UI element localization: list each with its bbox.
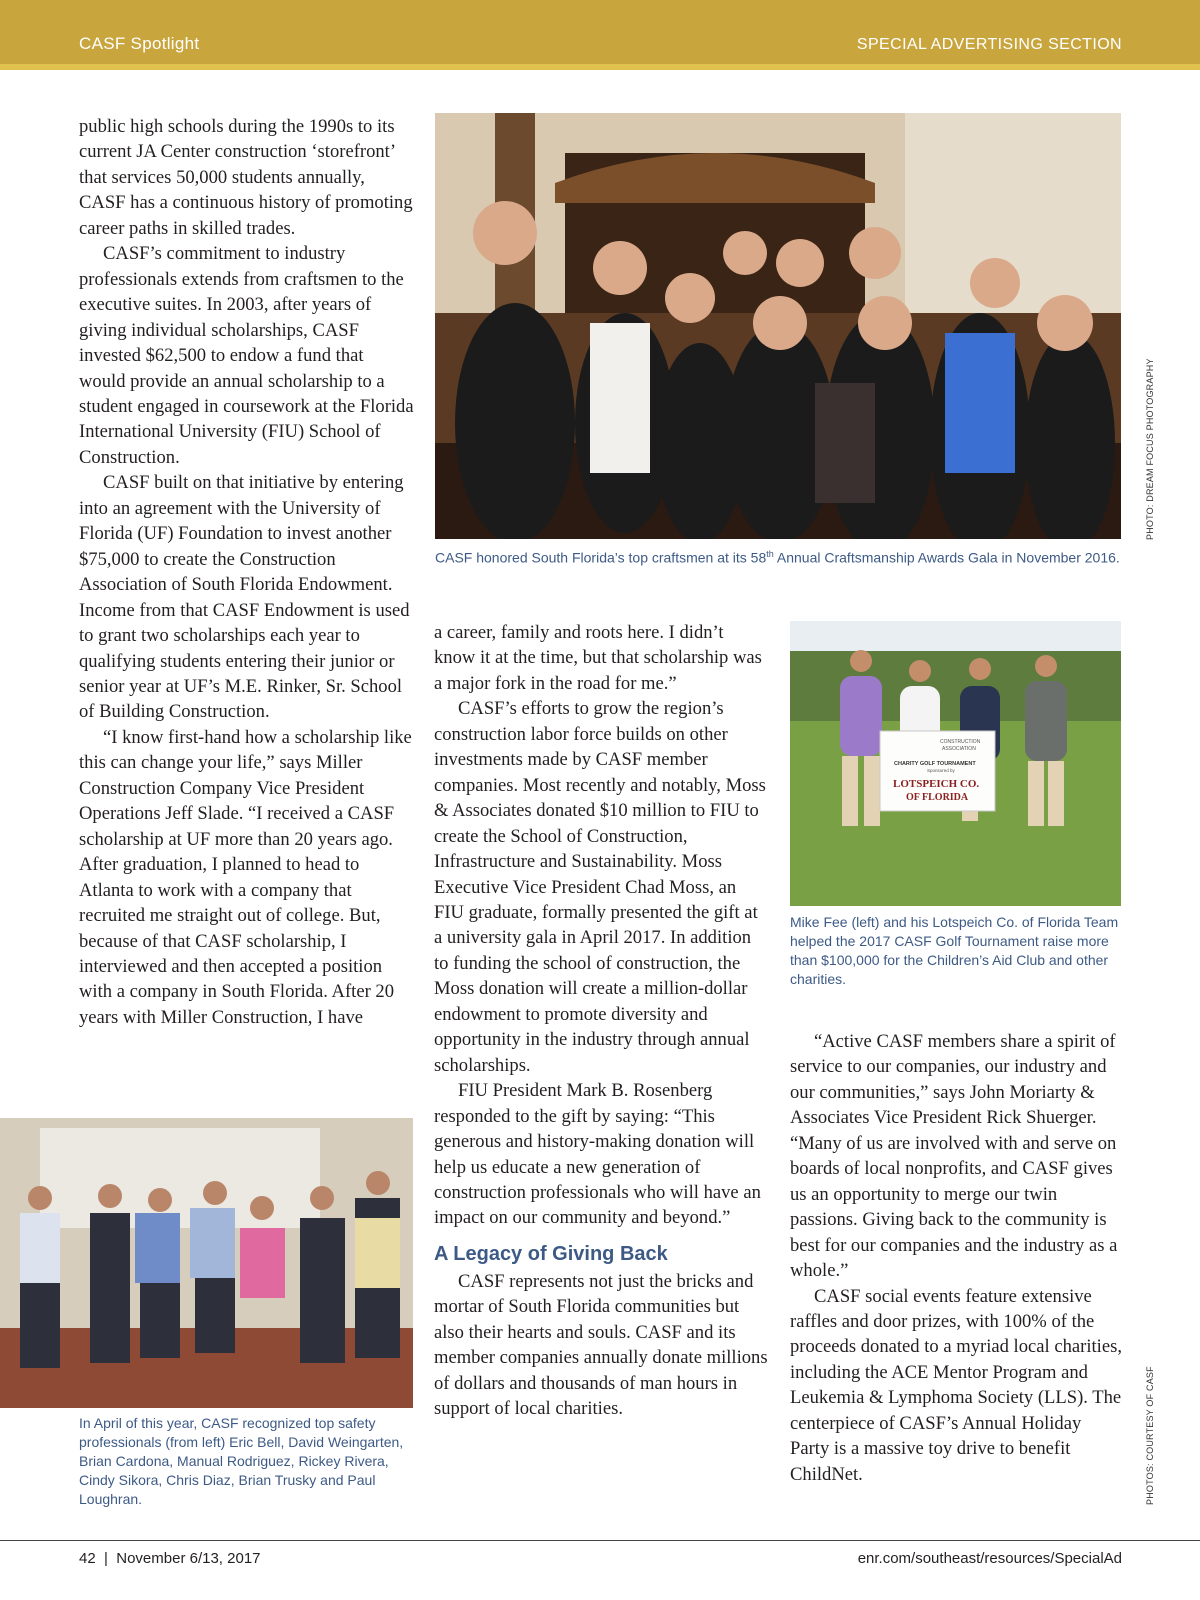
paragraph: CASF’s efforts to grow the region’s construction labor force builds on other investments made by CASF member companies. Most recently and notably, Moss & Associates donated $10 million to FIU to create the School of Construction, Infrastructure and Sustainability. Moss Executive Vice President Chad Moss, an FIU graduate, formally presented the gift at a university gala in April 2017. In addition to funding the school of construction, the Moss donation will create a million-dollar endowment to promote diversity and opportunity in the industry through annual scholarships. xyxy=(434,698,766,1076)
paragraph: a career, family and roots here. I didn’t know it at the time, but that scholarship was a major fork in the road for me.” xyxy=(434,622,762,694)
paragraph: CASF’s commitment to industry professionals extends from craftsmen to the executive suites. In 2003, after years of giving individual scholarships, CASF invested $62,500 to endow a fund that would provide an annual scholarship to a student engaged in coursework at the Florida International University (FIU) School of Construction. xyxy=(79,243,414,468)
article-column-2 xyxy=(434,620,769,1422)
article-column-3 xyxy=(790,1029,1125,1487)
golf-sign-text: CONSTRUCTION xyxy=(940,739,981,745)
footer-url[interactable]: enr.com/southeast/resources/SpecialAd xyxy=(857,1550,1122,1567)
page-number-date: 42 | November 6/13, 2017 xyxy=(79,1550,261,1567)
golf-sign-text: OF FLORIDA xyxy=(906,792,969,803)
article-column-1 xyxy=(79,114,414,1030)
golf-photo-caption: Mike Fee (left) and his Lotspeich Co. of Florida Team helped the 2017 CASF Golf Tournament raise more than $100,000 for the Children’s Aid Club and other charities. xyxy=(790,914,1119,987)
paragraph: public high schools during the 1990s to its current JA Center construction ‘storefront’ that services 50,000 students annually, CASF has a continuous history of promoting career paths in skilled trades. xyxy=(79,116,413,239)
paragraph: CASF built on that initiative by entering into an agreement with the University of Florida (UF) Foundation to invest another $75,000 to create the Construction Association of South Florida Endowment. Income from that CASF Endowment is used to grant two scholarships each year to qualifying students entering their junior or senior year at UF’s M.E. Rinker, Sr. School of Building Construction. xyxy=(79,472,410,723)
header-stripe xyxy=(0,64,1200,70)
golf-sign-text: CHARITY GOLF TOURNAMENT xyxy=(894,761,976,767)
paragraph: “I know first-hand how a scholarship like this can change your life,” says Miller Construction Company Vice President Operations Jeff Slade. “I received a CASF scholarship at UF more than 20 years ago. After graduation, I planned to head to Atlanta to work with a company that recruited me straight out of college. But, because of that CASF scholarship, I interviewed and then accepted a position with a company in South Florida. After 20 years with Miller Construction, I have xyxy=(79,726,412,1028)
safety-photo-credit: PHOTOS: COURTESY OF CASF xyxy=(1145,1366,1155,1505)
paragraph: CASF represents not just the bricks and mortar of South Florida communities but also their hearts and souls. CASF and its member companies annually donate millions of dollars and thousands of man hours in support of local charities. xyxy=(434,1270,768,1420)
golf-sign-text: ASSOCIATION xyxy=(942,746,976,752)
safety-photo xyxy=(0,1118,413,1408)
golf-sign-text: Sponsored by xyxy=(927,768,955,773)
safety-photo-caption: In April of this year, CASF recognized top safety professionals (from left) Eric Bell, David Weingarten, Brian Cardona, Manual Rodriguez, Rickey Rivera, Cindy Sikora, Chris Diaz, Brian Trusky and Paul Loughran. xyxy=(79,1415,404,1507)
golf-sign-text: LOTSPEICH CO. xyxy=(893,778,980,790)
paragraph: “Active CASF members share a spirit of service to our companies, our industry and our communities,” says John Moriarty & Associates Vice President Rick Shuerger. “Many of us are involved with and serve on boards of local nonprofits, and CASF gives us an opportunity to merge our twin passions. Giving back to the community is best for our companies and the industry as a whole.” xyxy=(790,1031,1118,1282)
header-bar xyxy=(0,0,1200,64)
golf-photo xyxy=(790,621,1121,906)
gala-photo-credit: PHOTO: DREAM FOCUS PHOTOGRAPHY xyxy=(1145,358,1155,540)
advertising-label: SPECIAL ADVERTISING SECTION xyxy=(856,36,1122,53)
section-subhead: A Legacy of Giving Back xyxy=(434,1242,668,1265)
paragraph: FIU President Mark B. Rosenberg responded to the gift by saying: “This generous and history-making donation will help us educate a new generation of construction professionals who will have an impact on our community and beyond.” xyxy=(434,1080,761,1229)
gala-photo xyxy=(435,113,1121,539)
footer-rule xyxy=(0,1540,1200,1541)
paragraph: CASF social events feature extensive raffles and door prizes, with 100% of the proceeds donated to a myriad local charities, including the ACE Mentor Program and Leukemia & Lymphoma Society (LLS). The centerpiece of CASF’s Annual Holiday Party is a massive toy drive to benefit ChildNet. xyxy=(790,1285,1122,1485)
section-title: CASF Spotlight xyxy=(79,34,200,53)
gala-photo-caption: CASF honored South Florida’s top craftsmen at its 58th Annual Craftsmanship Awards Gala in November 2016. xyxy=(435,549,1120,566)
